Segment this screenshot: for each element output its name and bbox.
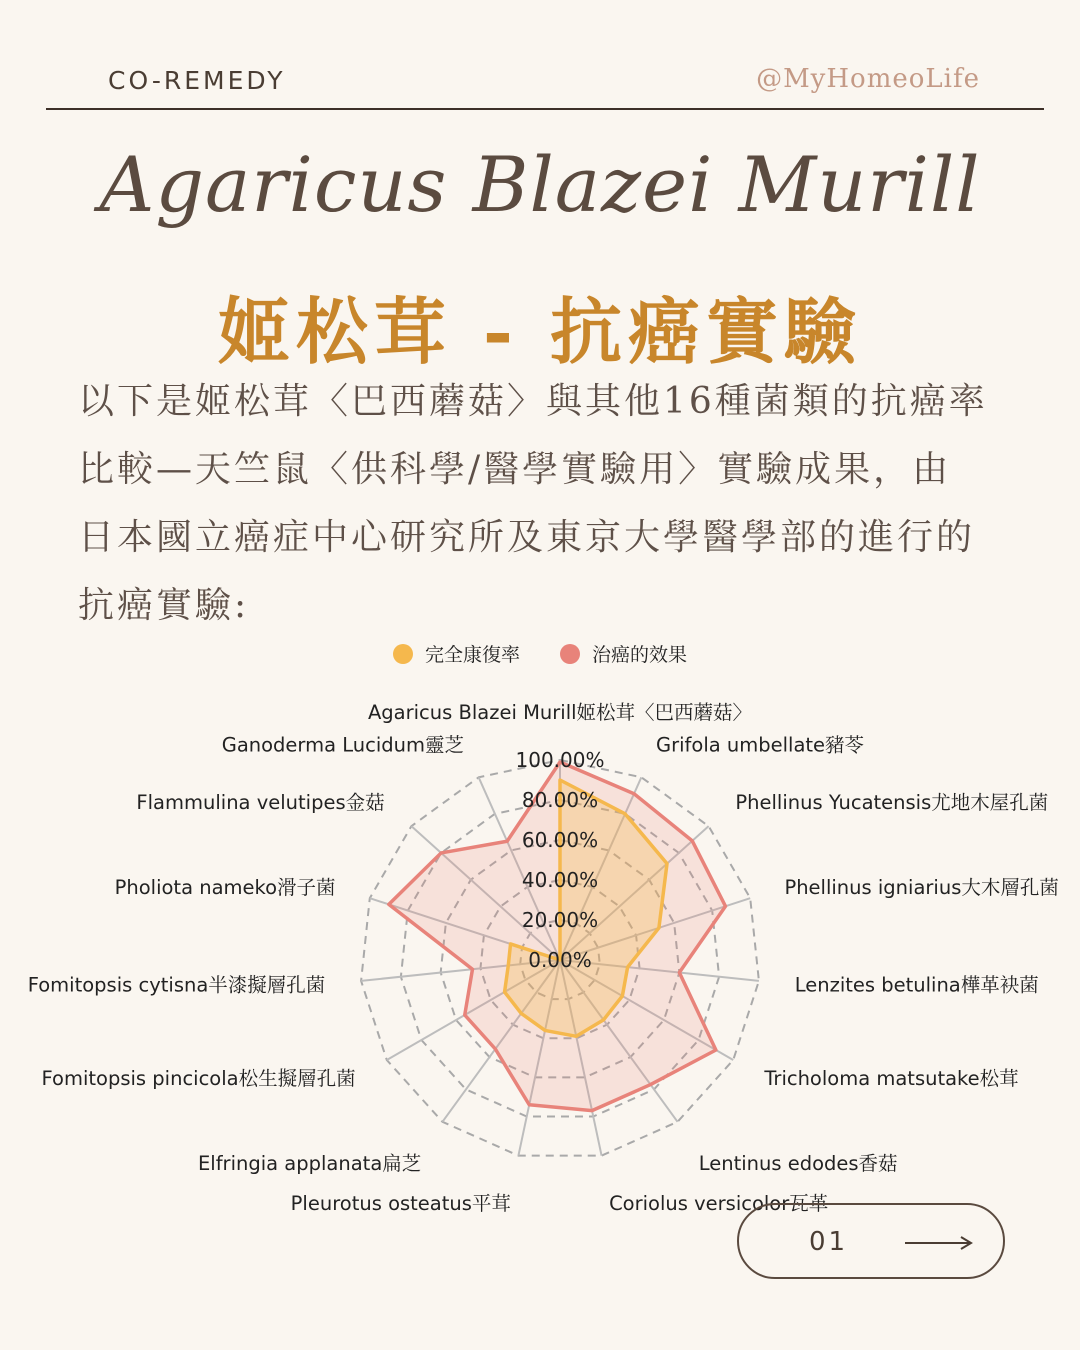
intro-line: 日本國立癌症中心研究所及東京大學醫學部的進行的 (78, 517, 976, 558)
intro-line: 比較—天竺鼠〈供科學/醫學實驗用〉實驗成果，由 (78, 449, 952, 490)
tick-label: 60.00% (521, 828, 599, 852)
tick-label: 40.00% (521, 868, 599, 892)
arrow-right-icon (905, 1233, 975, 1253)
category-label: Pleurotus osteatus平茸 (290, 1191, 511, 1215)
tick-label: 80.00% (521, 788, 599, 812)
category-label: Fomitopsis pincicola松生擬層孔菌 (41, 1067, 356, 1090)
category-label: Coriolus versicolor瓦革 (609, 1191, 829, 1215)
category-label: Flammulina velutipes金菇 (136, 791, 385, 815)
tick-label: 20.00% (521, 908, 599, 932)
tick-label: 0.00% (528, 948, 592, 972)
category-label: Lenzites betulina樺革袂菌 (794, 973, 1039, 997)
category-label: Ganoderma Lucidum靈芝 (221, 733, 465, 757)
category-label: Phellinus Yucatensis尤地木屋孔菌 (735, 791, 1049, 815)
category-label: Fomitopsis cytisna半漆擬層孔菌 (27, 973, 326, 997)
intro-line: 抗癌實驗: (78, 585, 250, 626)
intro-line: 以下是姬松茸〈巴西蘑菇〉與其他16種菌類的抗癌率 (78, 381, 988, 422)
category-label: Phellinus igniarius大木層孔菌 (784, 876, 1059, 900)
category-label: Tricholoma matsutake松茸 (764, 1067, 1019, 1090)
category-label: Lentinus edodes香菇 (698, 1151, 898, 1175)
series-effect-area (389, 762, 726, 1111)
category-label: Elfringia applanata扁芝 (197, 1151, 422, 1175)
page-number: 01 (809, 1227, 849, 1257)
script-title: Agaricus Blazei Murill (99, 140, 981, 229)
category-label: Grifola umbellate豬苓 (655, 733, 865, 757)
social-handle[interactable]: @MyHomeoLife (756, 64, 980, 94)
category-label: Agaricus Blazei Murill姬松茸〈巴西蘑菇〉 (367, 701, 753, 724)
legend-label: 完全康復率 (424, 644, 520, 666)
chinese-title: 姬松茸 - 抗癌實驗 (217, 289, 863, 374)
brand-name: CO-REMEDY (108, 66, 286, 95)
next-page-button[interactable] (737, 1203, 1005, 1279)
category-label: Pholiota nameko滑子菌 (114, 876, 336, 900)
legend-label: 治癌的效果 (592, 644, 688, 666)
tick-label: 100.00% (515, 748, 605, 772)
